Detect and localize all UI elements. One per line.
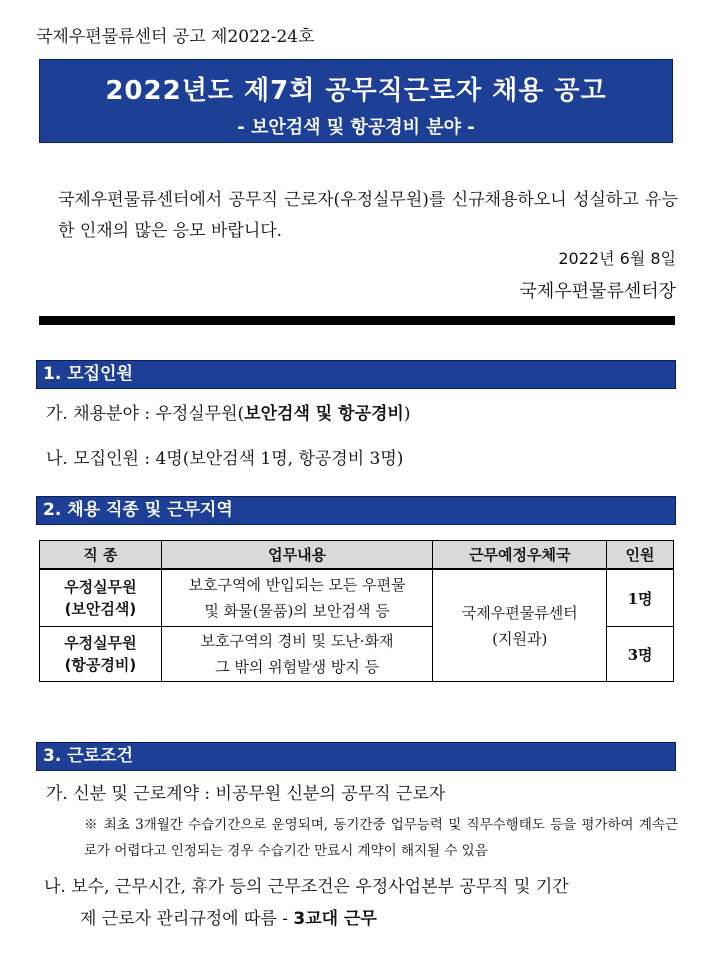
field-suffix: ): [403, 404, 411, 424]
job-type-line: 우정실무원: [64, 634, 137, 652]
headcount-cell: 1명: [607, 569, 674, 627]
page-title: 2022년도 제7회 공무직근로자 채용 공고: [105, 76, 607, 106]
issuing-organization: 국제우편물류센터장: [519, 281, 676, 302]
job-type-line: (보안검색): [64, 600, 137, 618]
duty-cell: [161, 627, 433, 682]
announcement-date: 2022년 6월 8일: [558, 249, 676, 268]
section-heading-conditions: 3. 근로조건: [36, 742, 676, 771]
header-office: 근무예정우체국: [433, 541, 607, 570]
probation-note: ※ 최초 3개월간 수습기간으로 운영되며, 동기간중 업무능력 및 직무수행태도 등을 평가하여 계속근로가 어렵다고 인정되는 경우 수습기간 만료시 계약이 해지될 수 있음: [84, 817, 678, 859]
headcount-cell: 3명: [607, 627, 674, 682]
duty-line: 보호구역의 경비 및 도난·화재: [200, 632, 394, 650]
field-bold: 보안검색 및 항공경비: [244, 404, 404, 424]
header-job-type: 직 종: [40, 541, 162, 570]
notice-number: 국제우편물류센터 공고 제2022-24호: [36, 27, 315, 47]
header-duties: 업무내용: [161, 541, 433, 570]
duty-line: 보호구역에 반입되는 모든 우편물: [188, 576, 406, 594]
recruitment-field: [46, 399, 410, 424]
table-row: [40, 569, 674, 627]
duty-cell: [161, 569, 433, 627]
job-type-line: 우정실무원: [64, 578, 137, 596]
duty-line: 그 밖의 위험발생 방지 등: [215, 658, 380, 676]
office-cell: [433, 569, 607, 682]
job-type-cell: [40, 627, 162, 682]
header-headcount: 인원: [607, 541, 674, 570]
duty-line: 및 화물(물품)의 보안검색 등: [204, 602, 390, 620]
office-line: 국제우편물류센터: [461, 603, 578, 622]
section-heading-recruitment: 1. 모집인원: [36, 360, 676, 389]
field-prefix: 가. 채용분야 : 우정실무원(: [46, 404, 245, 424]
work-conditions-text: 제 근로자 관리규정에 따름 -: [80, 909, 294, 929]
work-conditions-line: 나. 보수, 근무시간, 휴가 등의 근무조건은 우정사업본부 공무직 및 기간: [44, 877, 569, 897]
work-conditions-line: [44, 903, 680, 935]
recruitment-count: 나. 모집인원 : 4명(보안검색 1명, 항공경비 3명): [46, 449, 404, 469]
section-heading-jobs: 2. 채용 직종 및 근무지역: [36, 496, 676, 525]
work-conditions-bold: 3교대 근무: [293, 909, 377, 929]
jobs-table: [39, 540, 674, 682]
page-subtitle: - 보안검색 및 항공경비 분야 -: [237, 117, 475, 138]
job-type-cell: [40, 569, 162, 627]
job-type-line: (항공경비): [64, 656, 137, 674]
title-banner: [39, 59, 673, 143]
office-line: (지원과): [492, 629, 548, 648]
divider: [39, 316, 675, 325]
employment-status: 가. 신분 및 근로계약 : 비공무원 신분의 공무직 근로자: [46, 784, 446, 804]
intro-paragraph: 국제우편물류센터에서 공무직 근로자(우정실무원)를 신규채용하오니 성실하고 유능한 인재의 많은 응모 바랍니다.: [58, 190, 678, 241]
table-header-row: [40, 541, 674, 570]
work-conditions: [44, 871, 680, 935]
